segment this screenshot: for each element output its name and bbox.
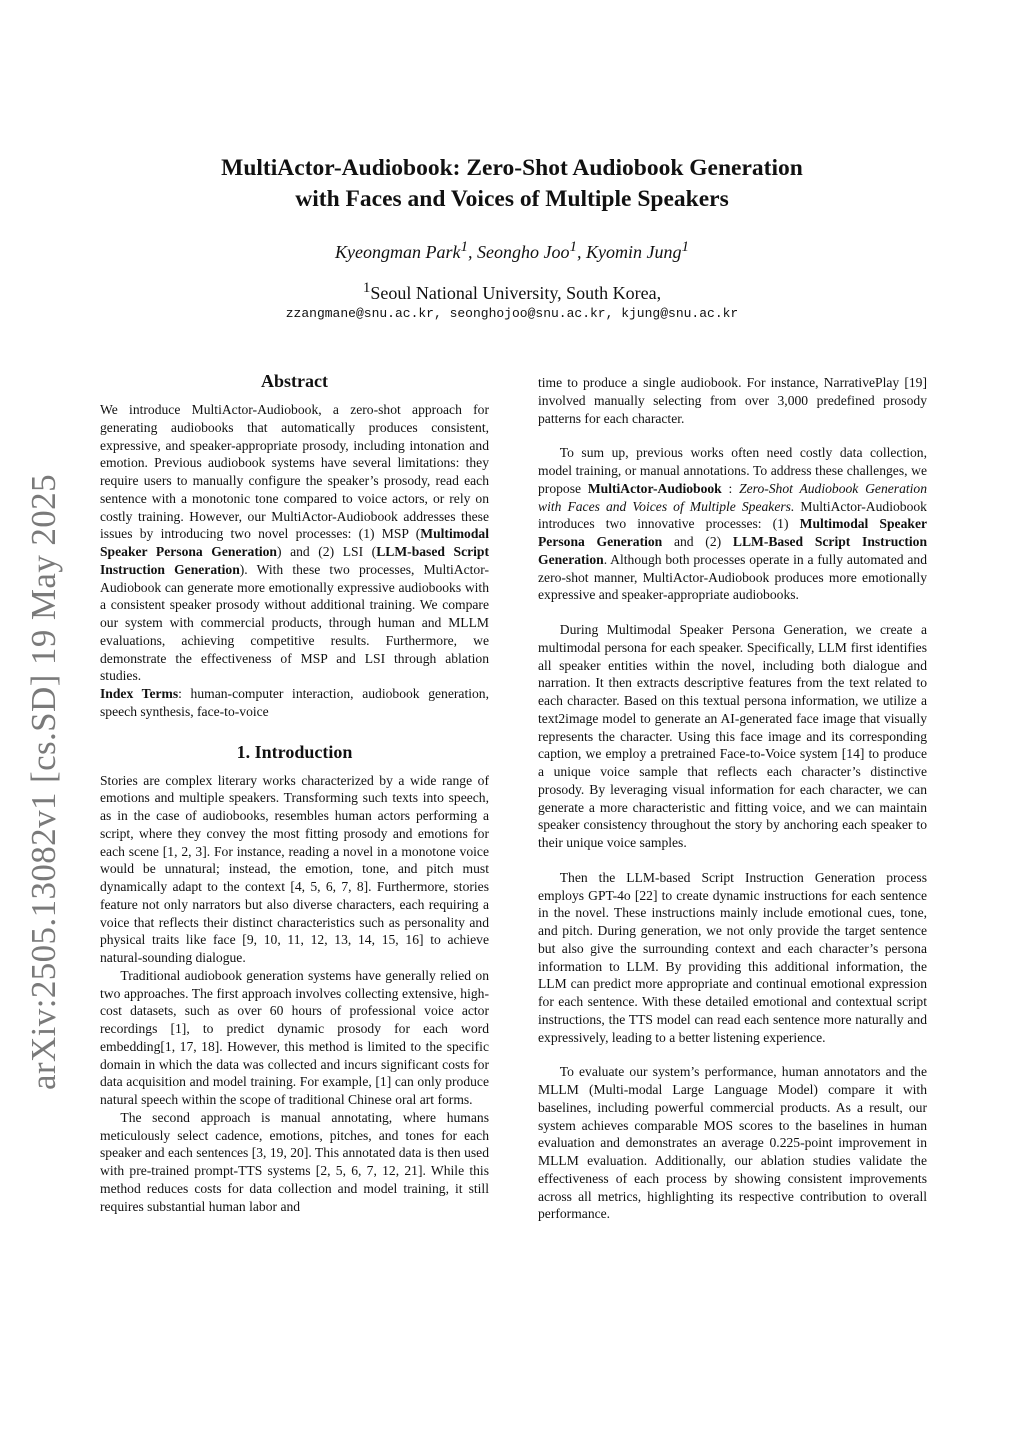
author-list: Kyeongman Park$^1$, Seongho Joo$^1$, Kyomin Jung$^1$ <box>335 239 689 262</box>
affiliation-marker: 1 <box>362 280 371 296</box>
title-line-1: MultiActor-Audiobook: Zero-Shot Audiobook Generation <box>221 155 803 181</box>
author-2-affil: 1 <box>569 239 577 255</box>
author-3: Kyomin Jung <box>585 242 682 262</box>
intro-paragraph-3: The second approach is manual annotating, where humans meticulously select cadence, emotions, pitches, and tones for each speaker and each sentences [3, 19, 20]. This annotated data is then used with pre-trained prompt-TTS systems [2, 5, 6, 7, 12, 21]. While this method reduces costs for data collection and model training, it still requires substantial human labor and <box>100 1109 489 1214</box>
index-terms-label: Index Terms <box>100 686 179 701</box>
affiliation-text: Seoul National University, South Korea, <box>370 283 662 303</box>
author-emails: zzangmane@snu.ac.kr, seonghojoo@snu.ac.kr, kjung@snu.ac.kr <box>285 306 739 321</box>
right-paragraph-script: Then the LLM-based Script Instruction Generation process employs GPT-4o [22] to create dynamic instructions for each sentence in the novel. These instructions mainly include emotional cues, tone, and pitch. During generation, we not only provide the target sentence but also give the surrounding context and each character’s persona information to LLM. By providing this additional information, the LLM can predict more appropriate and continual emotional expression for each sentence. With these detailed emotional and contextual script instructions, the TTS model can read each sentence more naturally and expressively, leading to a better listening experience. <box>538 869 927 1045</box>
abstract-body: We introduce MultiActor-Audiobook, a zero-shot approach for generating audiobooks that automatically produces consistent, expressive, and speaker-appropriate prosody, including intonation and emotion. Previous audiobook systems have several limitations: they require users to manually configure the speaker’s prosody, read each sentence with a monotonic tone compared to voice actors, or rely on costly training. However, our MultiActor-Audiobook addresses these issues by introducing two novel processes: (1) MSP (Multimodal Speaker Persona Generation) and (2) LSI (LLM-based Script Instruction Generation). With these two processes, MultiActor-Audiobook can generate more emotionally expressive audiobooks with a consistent speaker prosody without additional training. We compare our system with commercial products, through human and MLLM evaluations, achieving competitive results. Furthermore, we demonstrate the effectiveness of MSP and LSI through ablation studies. <box>100 402 489 684</box>
intro-paragraph-2: Traditional audiobook generation systems have generally relied on two approaches. The first approach involves collecting extensive, high-cost datasets, such as over 60 hours of professional voice actor recordings [1], to predict dynamic prosody for each word embedding[1, 17, 18]. However, this method is limited to the specific domain in which the data was collected and incurs significant costs for data acquisition and model training. For example, [1] can only produce natural speech within the scope of traditional Chinese oral art forms. <box>100 967 489 1107</box>
affiliation <box>150 276 874 305</box>
index-terms: Index Terms: human-computer interaction, audiobook generation, speech synthesis, face-to-voice <box>100 686 489 719</box>
author-2: Seongho Joo <box>477 242 570 262</box>
right-column <box>538 374 927 1223</box>
section-heading-introduction: 1. Introduction <box>236 741 353 762</box>
right-paragraph-0: time to produce a single audiobook. For instance, NarrativePlay [19] involved manually selecting from over 3,000 predefined prosody patterns for each character. <box>538 375 927 426</box>
author-1-affil: 1 <box>460 239 468 255</box>
right-paragraph-evaluation: To evaluate our system’s performance, human annotators and the MLLM (Multi-modal Large Language Model) compare it with baselines, including powerful commercial products. As a result, our system achieves comparable MOS scores to the baselines in human evaluation and demonstrates an average 0.225-point improvement in MLLM evaluation. Additionally, our ablation studies validate the effectiveness of each process by showing consistent improvements across all metrics, highlighting its respective contribution to overall performance. <box>538 1064 927 1222</box>
intro-paragraph-1: Stories are complex literary works characterized by a wide range of emotions and multiple speakers. Transforming such texts into speech, as in the case of audiobooks, resembles human actors performing a script, where they convey the most fitting prosody and emotions for each scene [1, 2, 3]. For instance, reading a novel in a monotone voice would be unnatural; instead, the emotion, tone, and pitch must dynamically adapt to the context [4, 5, 6, 7, 8]. Furthermore, stories feature not only narrators but also diverse characters, each requiring a voice that reflects their distinct characteristics such as personality and physical traits like face [9, 10, 11, 12, 13, 14, 15, 16] to achieve natural-sounding dialogue. <box>100 772 489 965</box>
left-column <box>100 370 489 1215</box>
paper-title <box>150 153 874 215</box>
right-paragraph-summary: To sum up, previous works often need costly data collection, model training, or manual annotations. To address these challenges, we propose MultiActor-Audiobook : Zero-Shot Audiobook Generation with Faces and Voices of Multiple Speakers. MultiActor-Audiobook introduces two innovative processes: (1) Multimodal Speaker Persona Generation and (2) LLM-Based Script Instruction Generation. Although both processes operate in a fully automated and zero-shot manner, MultiActor-Audiobook produces more emotionally expressive and speaker-appropriate audiobooks. <box>538 445 928 603</box>
arxiv-identifier: arXiv:2505.13082v1 [cs.SD] 19 May 2025 <box>24 474 63 1090</box>
author-1: Kyeongman Park <box>335 242 461 262</box>
author-3-affil: 1 <box>681 239 689 255</box>
title-line-2: with Faces and Voices of Multiple Speakers <box>295 186 729 212</box>
right-paragraph-persona: During Multimodal Speaker Persona Generation, we create a multimodal persona for each speaker. Specifically, LLM first identifies all speaker entities within the novel, including both dialogue and narration. It then extracts descriptive features from the text related to each character. Based on this textual persona information, we utilize a text2image model to generate an AI-generated face image that visually represents the character. Using this face image and its corresponding caption, we employ a pretrained Face-to-Voice system [14] to produce a unique voice sample that reflects each character’s distinctive prosody. By leveraging visual information for each character, we can generate a more characteristic and fitting voice, and we can maintain speaker consistency throughout the story by anchoring each speaker to their unique voice samples. <box>538 622 927 850</box>
abstract-heading: Abstract <box>261 371 328 391</box>
